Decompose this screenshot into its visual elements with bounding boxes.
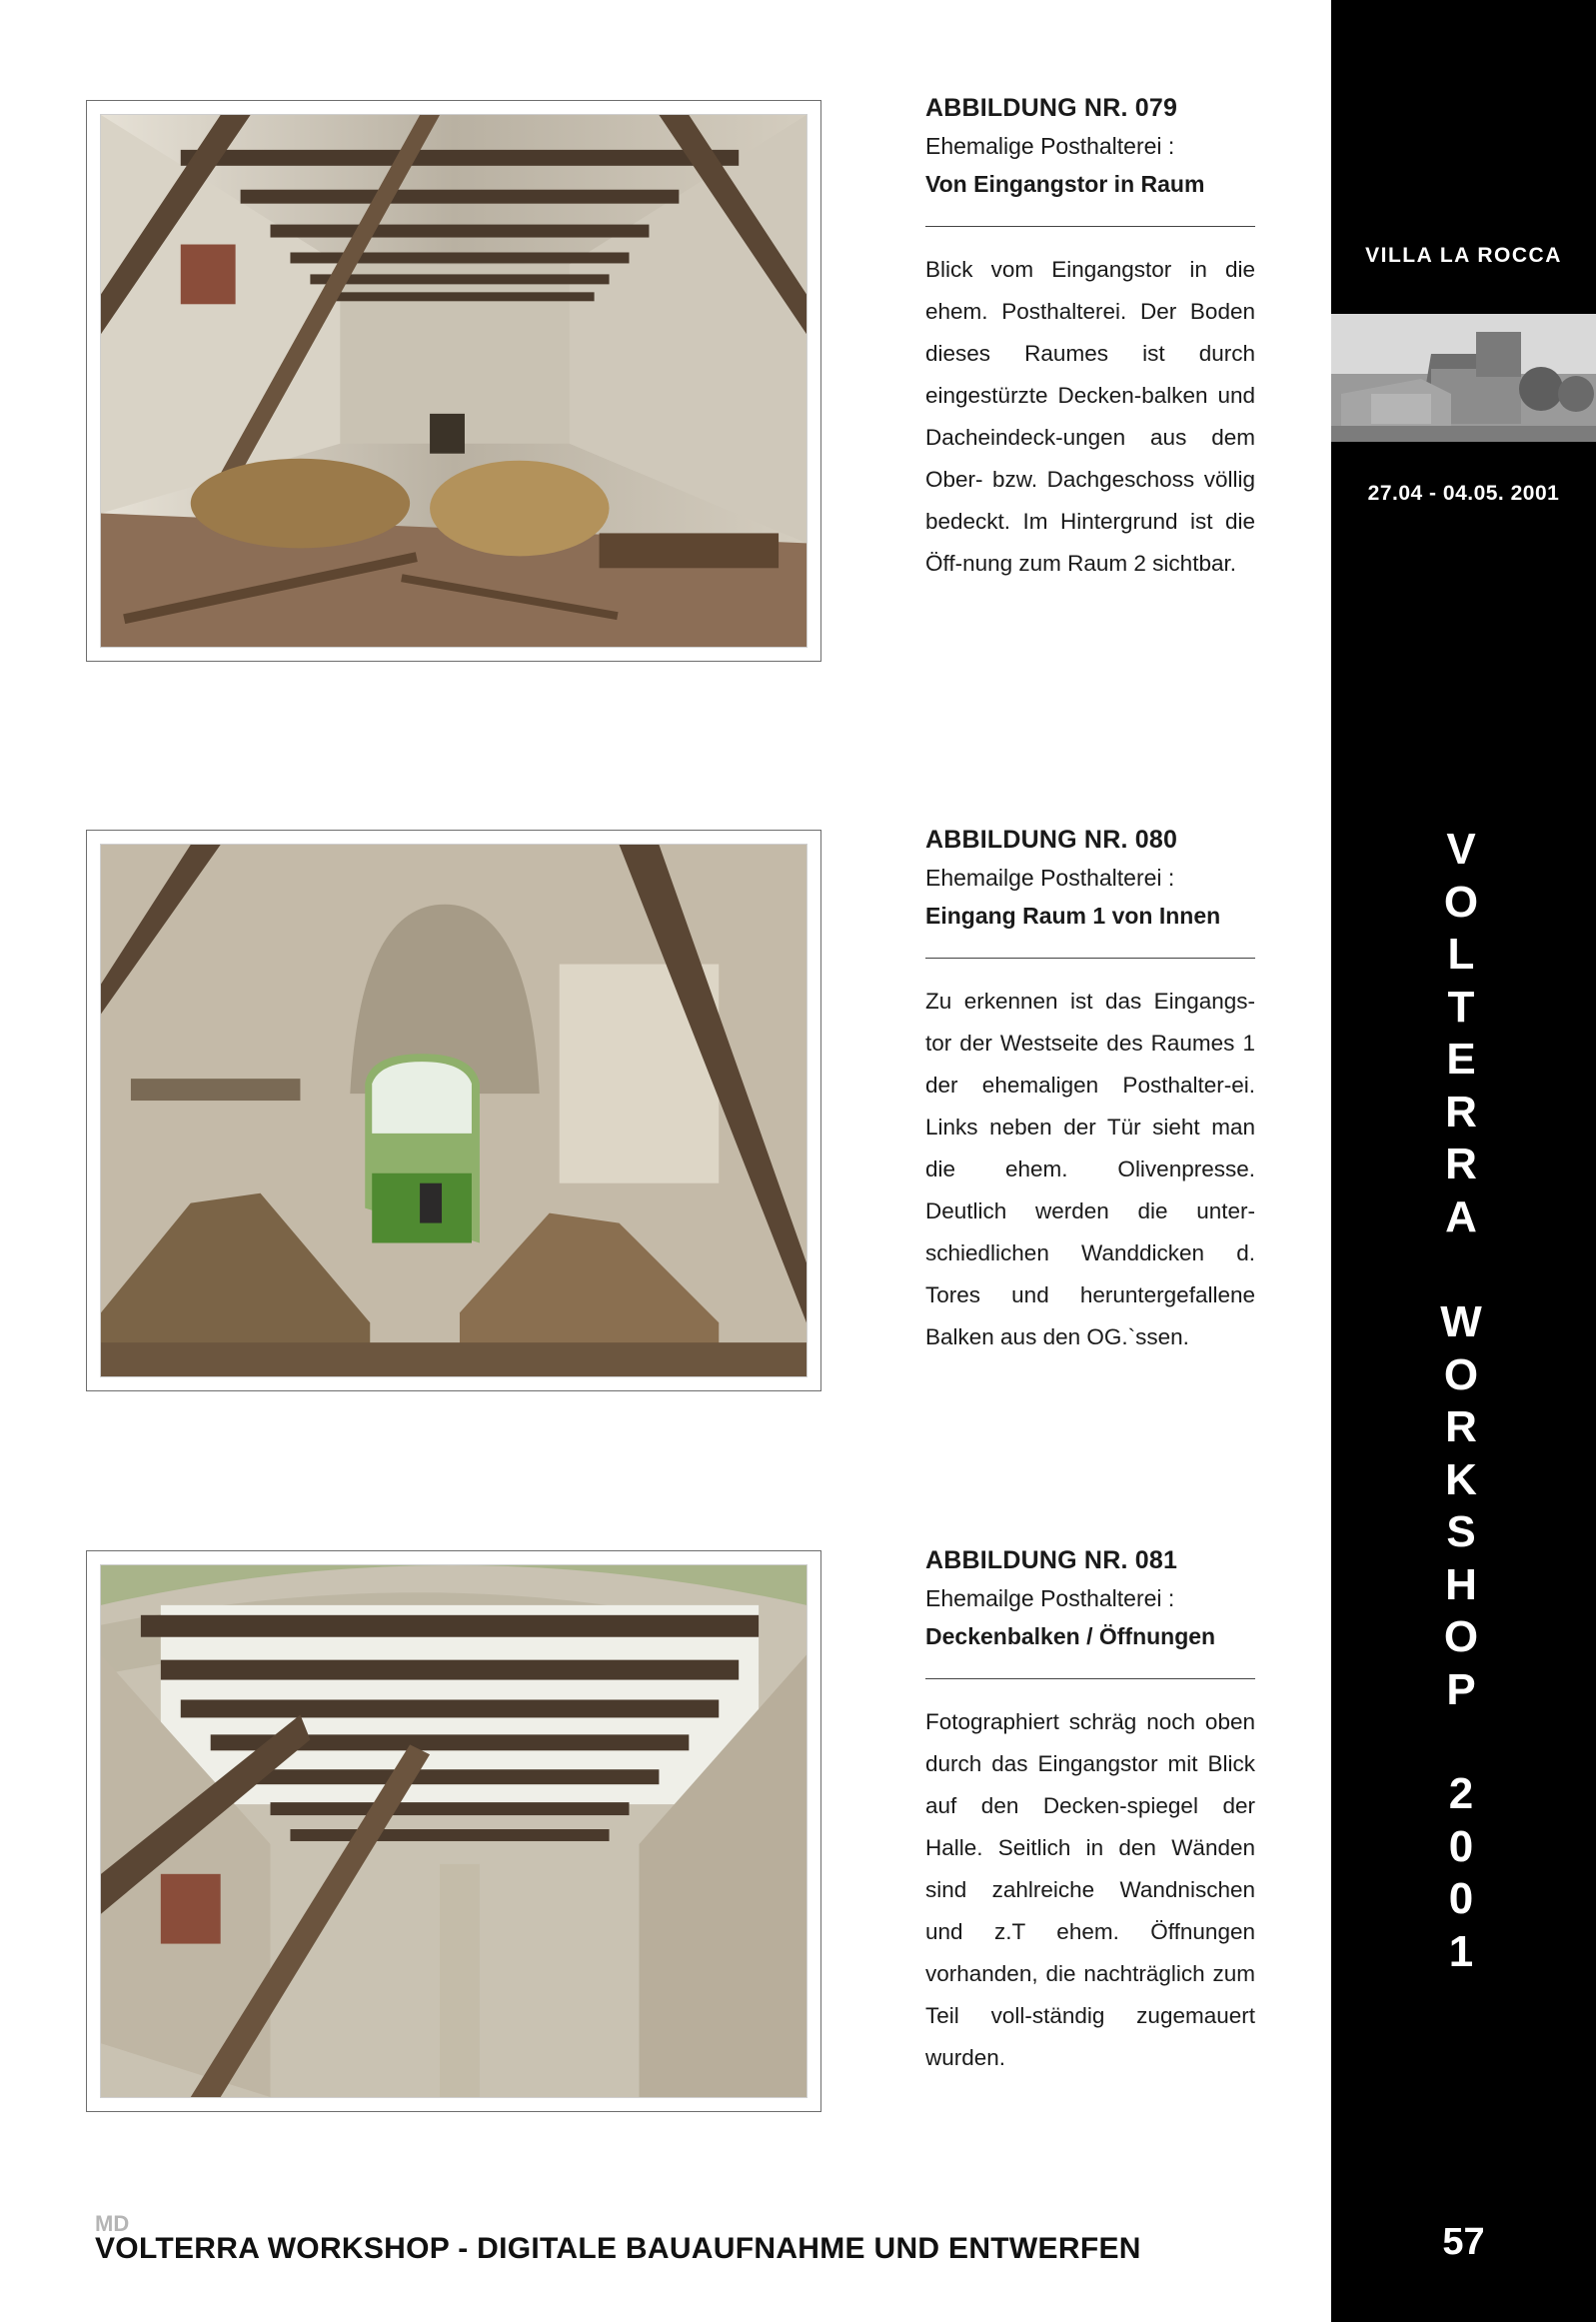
vertical-letter: L <box>1447 930 1475 979</box>
vertical-title-workshop <box>1401 1296 1521 1716</box>
vertical-letter: R <box>1445 1087 1477 1137</box>
photo-frame-079 <box>86 100 821 662</box>
vertical-letter: R <box>1445 1140 1477 1188</box>
figure-description-080: Zu erkennen ist das Eingangs-tor der Westseite des Raumes 1 der ehemaligen Posthalter-ei. Links neben der Tür sieht man die ehem. Olivenpresse. Deutlich werden die unter-schiedlichen Wanddicken d. Tores und heruntergefallene Balken aus den OG.`ssen. <box>925 989 1255 1349</box>
caption-081 <box>925 1546 1255 2079</box>
photo-081-ceiling-beams <box>100 1564 807 2098</box>
vertical-letter: 2 <box>1448 1769 1474 1818</box>
vertical-letter: O <box>1443 877 1479 927</box>
vertical-letter: K <box>1445 1454 1477 1504</box>
figure-subtitle-079: Von Eingangstor in Raum <box>925 171 1205 197</box>
figure-location-080: Ehemailge Posthalterei : <box>925 865 1175 891</box>
figure-subtitle-081: Deckenbalken / Öffnungen <box>925 1623 1216 1649</box>
caption-divider <box>925 958 1255 959</box>
vertical-letter: 0 <box>1448 1874 1474 1923</box>
vertical-letter: H <box>1445 1559 1477 1609</box>
caption-079 <box>925 94 1255 585</box>
caption-divider <box>925 1678 1255 1679</box>
sidebar-location-title: VILLA LA ROCCA <box>1365 244 1562 267</box>
photo-frame-080 <box>86 830 821 1391</box>
vertical-letter: W <box>1440 1297 1482 1346</box>
vertical-letter: O <box>1443 1349 1479 1399</box>
vertical-letter: P <box>1446 1664 1476 1714</box>
figure-number-081: ABBILDUNG NR. 081 <box>925 1546 1178 1574</box>
sidebar-dates: 27.04 - 04.05. 2001 <box>1367 482 1560 505</box>
photo-frame-081 <box>86 1550 821 2112</box>
vertical-letter: E <box>1446 1035 1476 1084</box>
vertical-letter: O <box>1443 1612 1479 1661</box>
figure-location-079: Ehemalige Posthalterei : <box>925 133 1175 159</box>
figure-description-081: Fotographiert schräg noch oben durch das Eingangstor mit Blick auf den Decken-spiegel der Halle. Seitlich in den Wänden sind zahlreiche Wandnischen und z.T ehem. Öffnungen vorhanden, die nachträglich zum Teil voll-ständig zugemauert wurden. <box>925 1709 1255 2070</box>
caption-divider <box>925 226 1255 227</box>
photo-079-ruined-room <box>100 114 807 648</box>
figure-location-081: Ehemailge Posthalterei : <box>925 1585 1175 1611</box>
vertical-letter: T <box>1447 982 1475 1032</box>
page-number: 57 <box>1442 2221 1485 2263</box>
vertical-letter: V <box>1446 825 1476 874</box>
author-initials: MD <box>95 2211 130 2236</box>
vertical-letter: R <box>1445 1402 1477 1451</box>
vertical-letter: A <box>1445 1191 1477 1241</box>
vertical-letter: S <box>1446 1507 1476 1556</box>
vertical-title-year <box>1401 1768 1521 1978</box>
figure-description-079: Blick vom Eingangstor in die ehem. Posthalterei. Der Boden dieses Raumes ist durch eingestürzte Decken-balken und Dacheindeck-ungen aus dem Ober- bzw. Dachgeschoss völlig bedeckt. Im Hintergrund ist die Öff-nung zum Raum 2 sichtbar. <box>925 257 1255 576</box>
photo-080-doorway <box>100 844 807 1377</box>
footer-title: VOLTERRA WORKSHOP - DIGITALE BAUAUFNAHME UND ENTWERFEN <box>95 2232 1141 2265</box>
villa-photo-thumbnail <box>1331 314 1596 442</box>
figure-number-080: ABBILDUNG NR. 080 <box>925 826 1178 854</box>
figure-subtitle-080: Eingang Raum 1 von Innen <box>925 903 1221 929</box>
vertical-title-volterra <box>1401 824 1521 1243</box>
caption-080 <box>925 826 1255 1358</box>
vertical-letter: 0 <box>1448 1821 1474 1871</box>
figure-number-079: ABBILDUNG NR. 079 <box>925 94 1178 122</box>
vertical-letter: 1 <box>1448 1926 1474 1976</box>
